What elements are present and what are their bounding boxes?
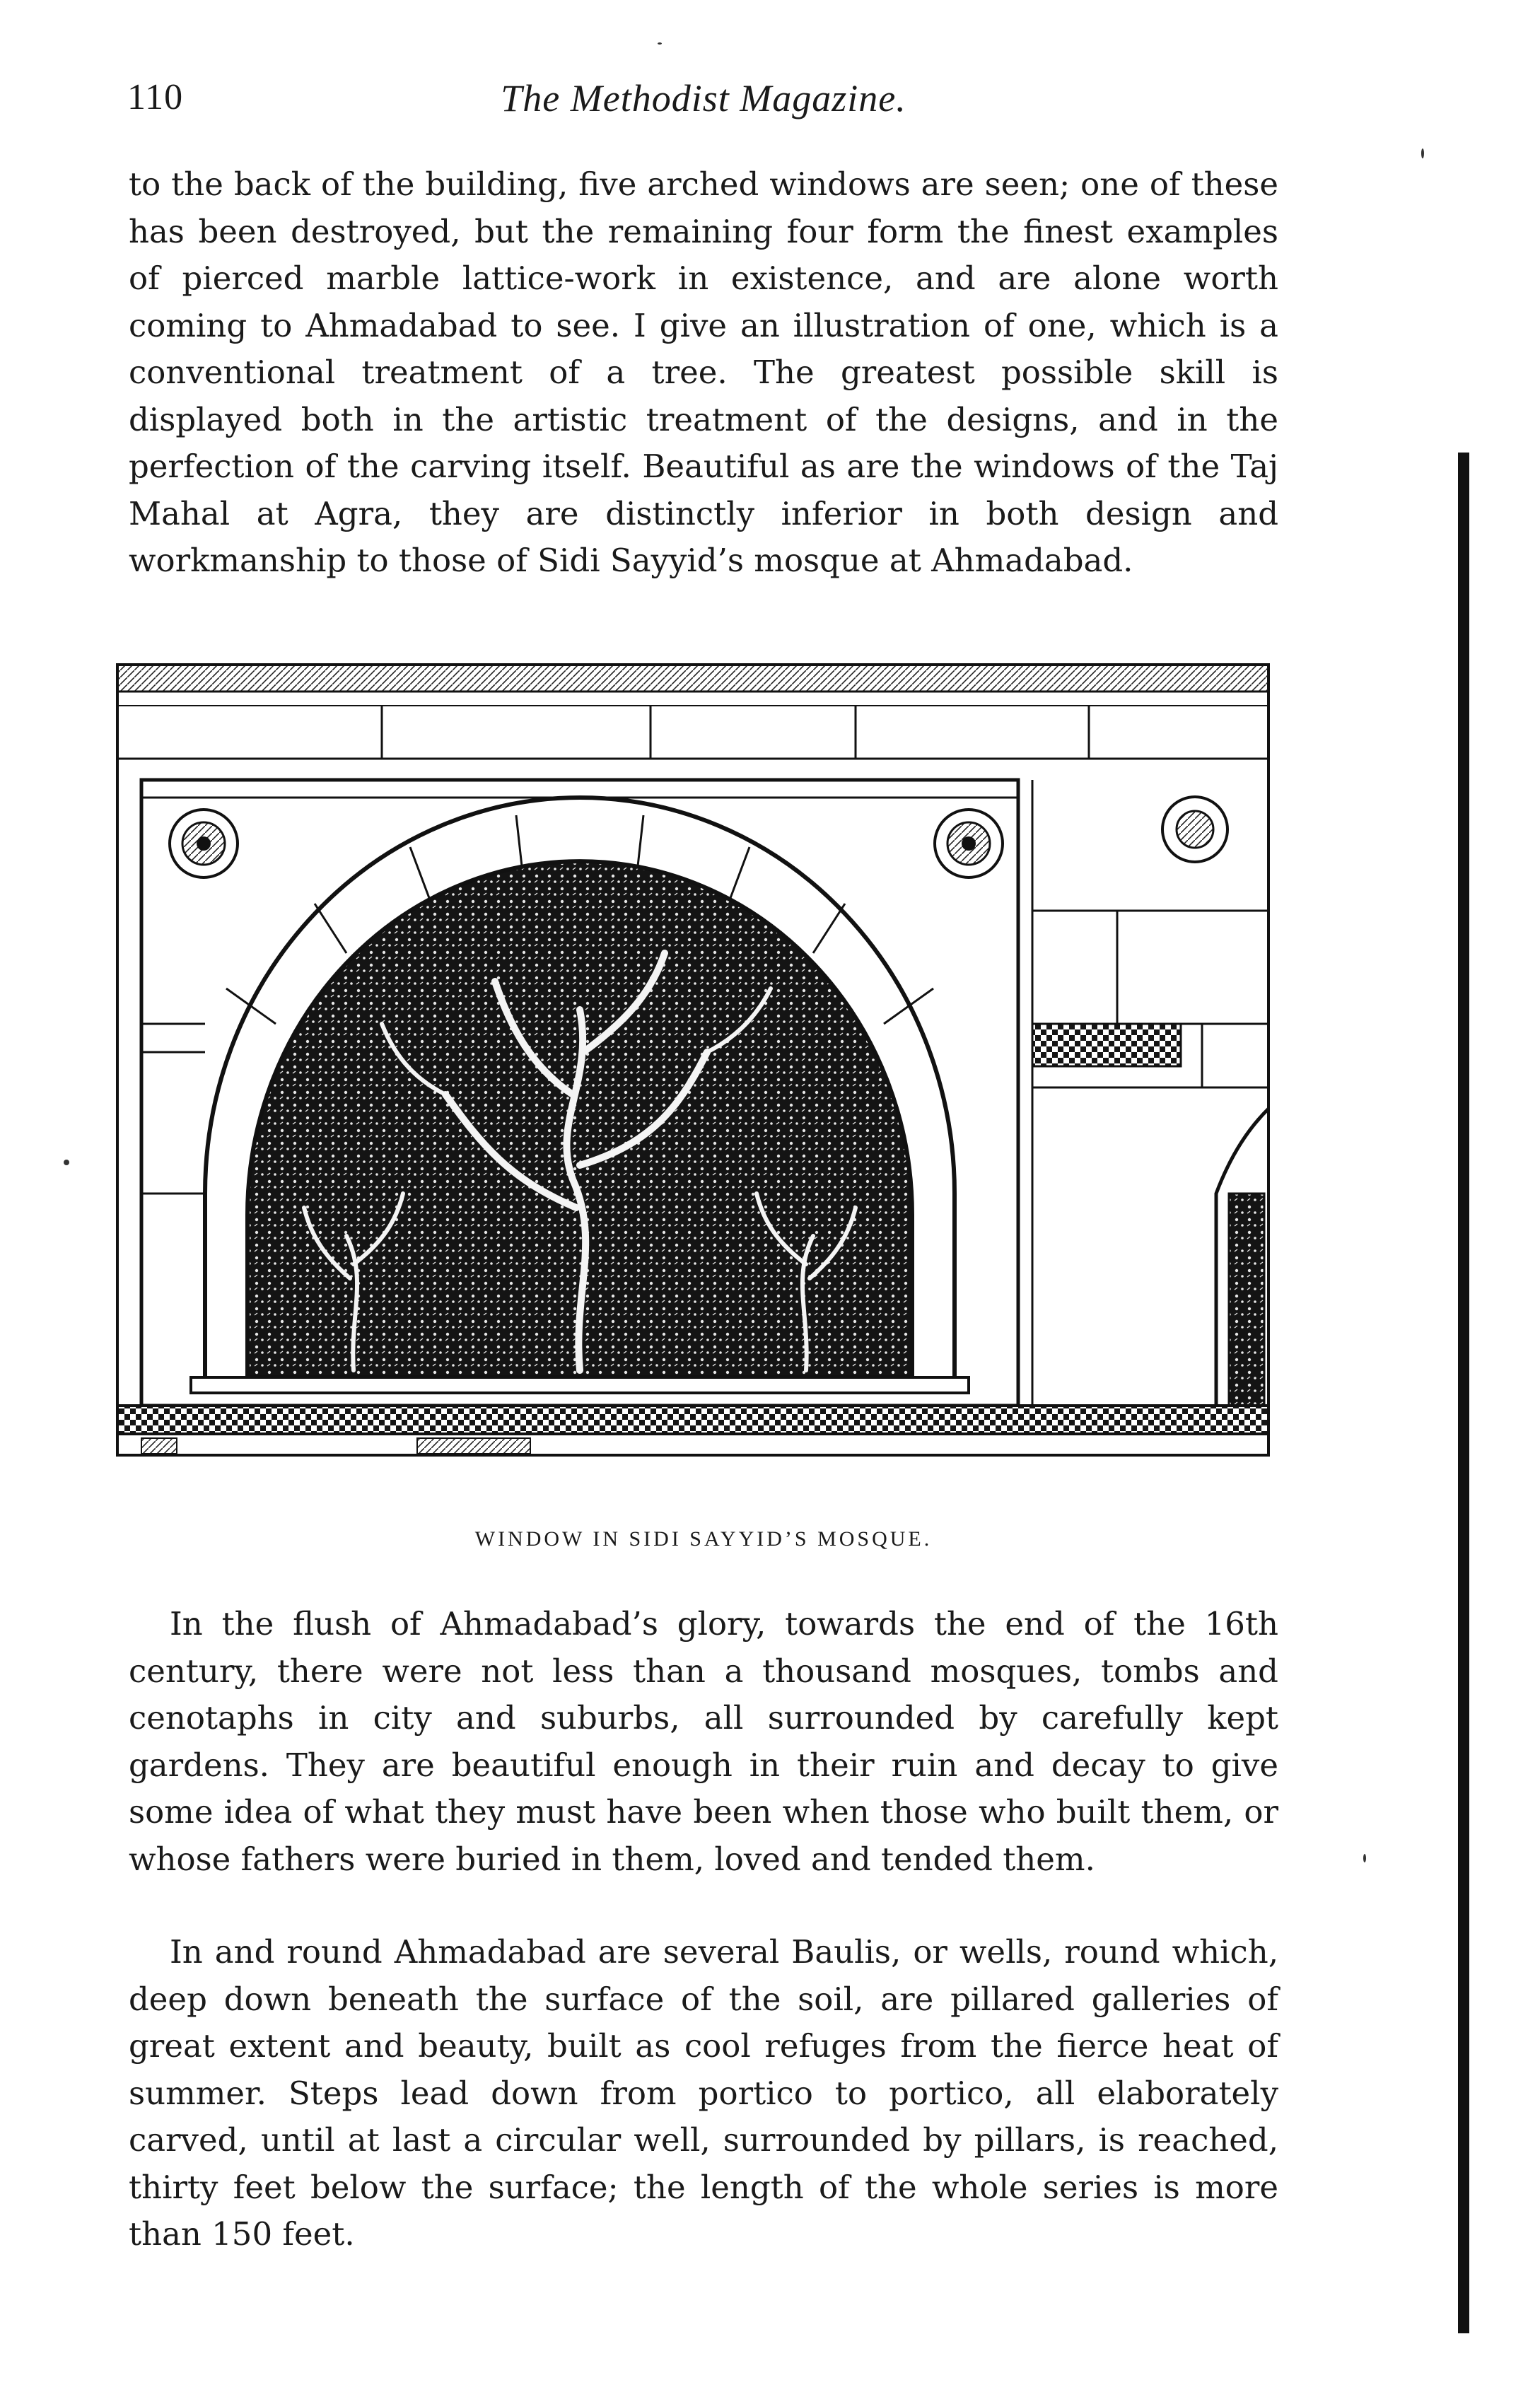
adjacent-lattice [1229,1194,1264,1406]
engraving-svg [113,656,1273,1505]
magazine-title: The Methodist Magazine. [501,77,906,119]
paragraph-ahmadabad-glory: In the flush of Ahmadabad’s glory, towards the end of the 16th century, there were not less than a thousand mosques, tombs and cenotaphs in city and suburbs, all surrounded by carefully kept gardens. They are beautiful enough in their ruin and decay to give some idea of what they must have been when those who built them, or whose fathers were buried in them, loved and tended them. [129,1605,1278,1878]
print-speck [1421,148,1424,158]
print-speck [64,1160,69,1165]
paragraph-baulis: In and round Ahmadabad are several Baulis, or wells, round which, deep down beneath the surface of the soil, are pillared galleries of great extent and beauty, built as cool refuges from the fierce heat of summer. Steps lead down from portico to portico, all elaborately carved, until at last a circular well, surrounded by pillars, is reached, thirty feet below the surface; the length of the whole series is more than 150 feet. [129,1933,1278,2253]
running-head [127,76,1280,133]
carved-band [1032,1024,1181,1066]
checkered-frieze [117,1406,1268,1434]
top-cornice [117,665,1268,692]
page-number: 110 [127,77,184,117]
window-sill [191,1377,969,1393]
print-speck [658,42,662,45]
illustration-caption: WINDOW IN SIDI SAYYID’S MOSQUE. [474,1527,933,1551]
paragraph-window-description: to the back of the building, five arched windows are seen; one of these has been destroyed, but the remaining four form the finest examples of pierced marble lattice-work in existence, and are alone worth coming to Ahmadabad to see. I give an illustration of one, which is a conventional treatment of a tree. The greatest possible skill is displayed both in the artistic treatment of the designs, and in the perfection of the carving itself. Beautiful as are the windows of the Taj Mahal at Agra, they are distinctly inferior in both design and workmanship to those of Sidi Sayyid’s mosque at Ahmadabad. [129,165,1278,579]
window-illustration [113,656,1273,1505]
print-speck [1363,1854,1366,1862]
binding-edge-shadow [1458,453,1469,2333]
